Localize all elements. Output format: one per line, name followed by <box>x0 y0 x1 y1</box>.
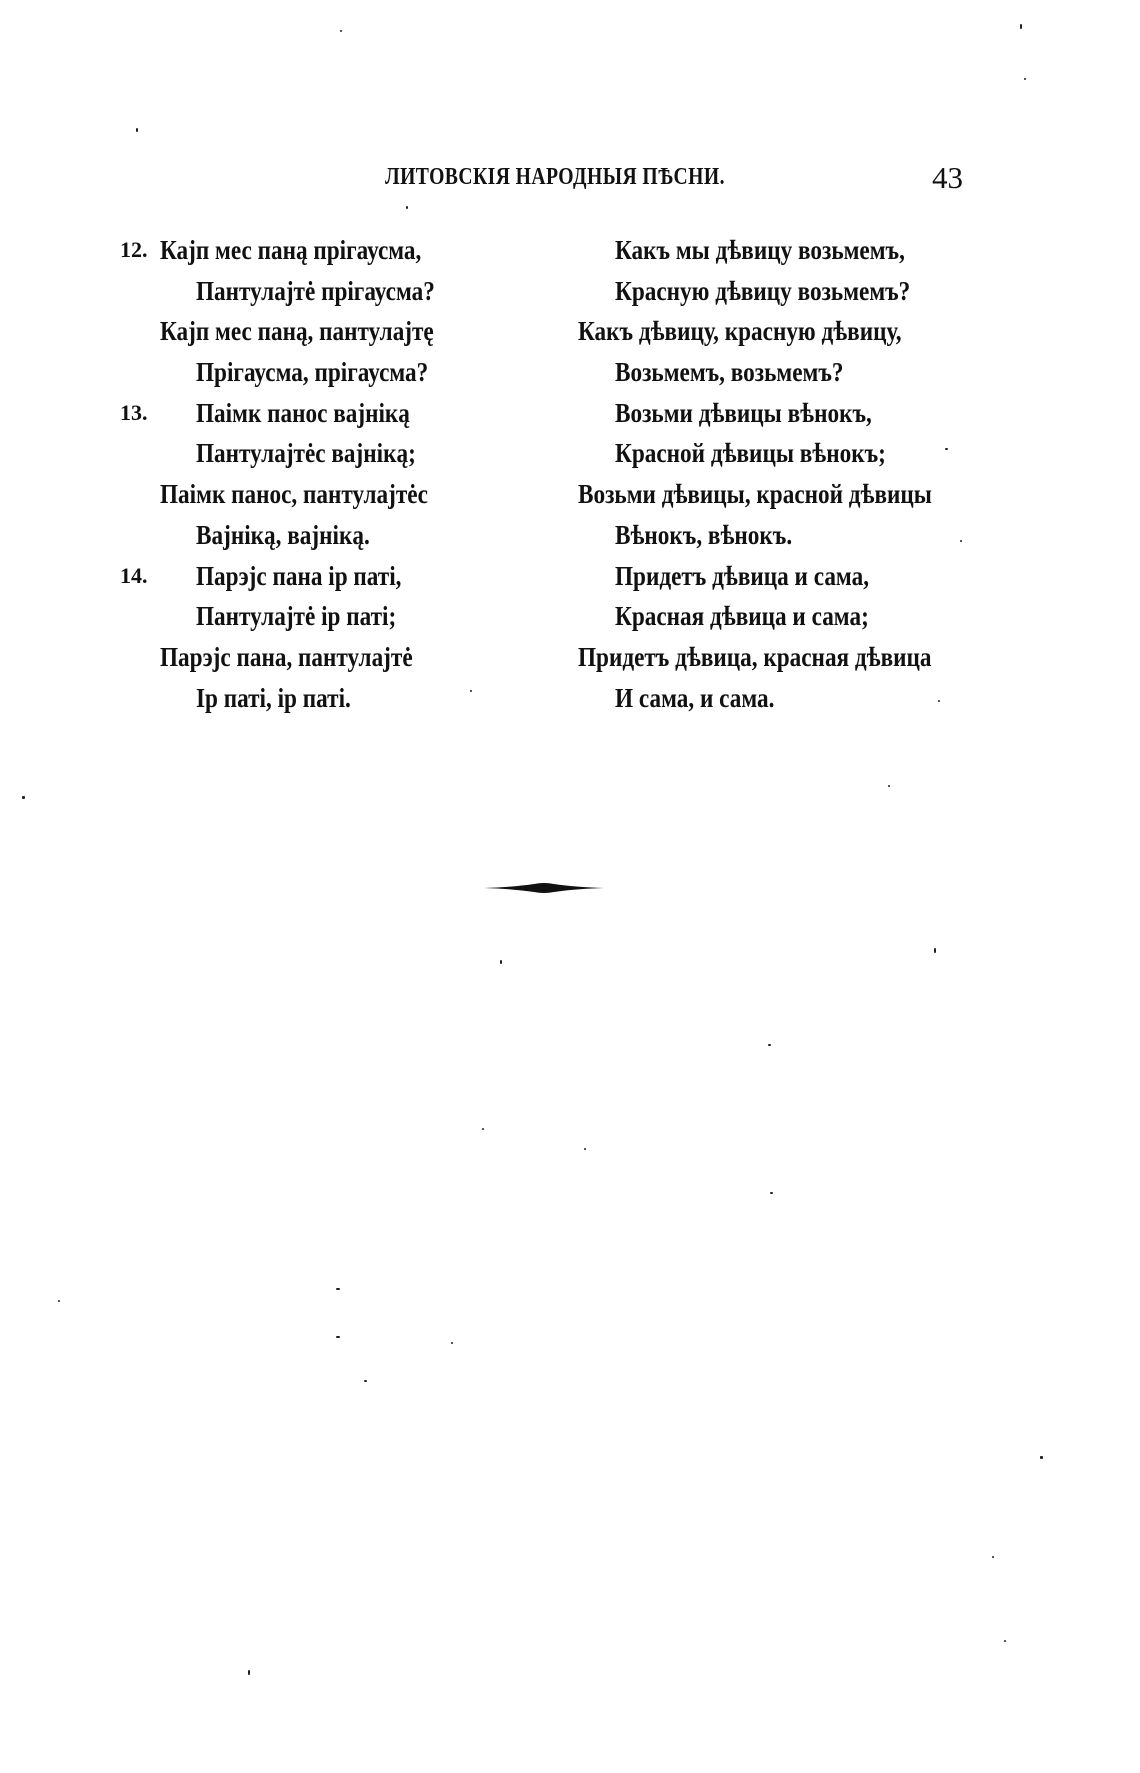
verse-text: Возьми дѣвицы вѣнокъ, <box>615 397 872 428</box>
scan-speck <box>770 1192 773 1194</box>
verse-text: Пантулајтė прiгаусма? <box>196 275 435 306</box>
verse-text: Придетъ дѣвица, красная дѣвица <box>578 641 932 672</box>
russian-translation-column <box>578 230 1048 718</box>
scan-speck <box>888 785 890 787</box>
verse-text: Вѣнокъ, вѣнокъ. <box>615 519 793 550</box>
scan-speck <box>1020 24 1022 29</box>
verse-text: Прiгаусма, прiгаусма? <box>196 357 429 388</box>
verse-number: 12. <box>120 237 148 262</box>
scan-speck <box>500 960 502 964</box>
scan-speck <box>248 1670 250 1675</box>
scan-speck <box>584 1148 586 1150</box>
scan-speck <box>340 30 342 32</box>
verse-number: 13. <box>120 399 148 425</box>
verse-line <box>120 678 590 719</box>
verse-line <box>120 474 590 515</box>
verse-text: Пантулајтėс вајнiкą; <box>196 438 416 469</box>
verse-line <box>578 556 1048 597</box>
verse-line <box>120 596 590 637</box>
verse-line <box>578 678 1048 719</box>
scan-speck <box>938 700 940 702</box>
verse-line <box>120 230 590 271</box>
verse-text: Какъ мы дѣвицу возьмемъ, <box>615 235 905 265</box>
scan-speck <box>22 796 25 799</box>
verse-line <box>578 596 1048 637</box>
verse-text: Парэјс пана, пантулајтė <box>160 641 413 672</box>
verse-text: Пантулајтė iр патi; <box>196 601 397 632</box>
verse-line <box>120 311 590 352</box>
verse-text: Парэјс пана iр патi, <box>196 560 402 591</box>
scan-speck <box>482 1128 484 1130</box>
scan-speck <box>336 1336 340 1338</box>
verse-line <box>578 271 1048 312</box>
verse-text: Возьми дѣвицы, красной дѣвицы <box>578 479 932 510</box>
page-number: 43 <box>932 160 963 195</box>
scan-speck <box>960 540 962 542</box>
scan-speck <box>451 1342 453 1344</box>
end-ornament <box>484 881 604 895</box>
scan-speck <box>58 1300 60 1302</box>
verse-text: Красной дѣвицы вѣнокъ; <box>615 438 886 469</box>
page-header <box>0 160 1140 204</box>
verse-line <box>120 515 590 556</box>
verse-line <box>120 393 590 434</box>
verse-line <box>578 515 1048 556</box>
scan-speck <box>364 1380 367 1382</box>
verse-line <box>578 474 1048 515</box>
verse-line <box>120 271 590 312</box>
verse-text: Возьмемъ, возьмемъ? <box>615 357 844 388</box>
verse-line <box>578 311 1048 352</box>
verse-text: Придетъ дѣвица и сама, <box>615 560 870 591</box>
scan-speck <box>1024 78 1026 80</box>
verse-text: Паiмк панос, пантулајтėс <box>160 479 428 510</box>
running-title: ЛИТОВСКІЯ НАРОДНЫЯ ПѢСНИ. <box>385 164 725 190</box>
scan-speck <box>992 1556 994 1558</box>
verse-line <box>578 393 1048 434</box>
lithuanian-text-column <box>120 230 590 718</box>
scan-speck <box>768 1044 771 1046</box>
scan-speck <box>336 1288 340 1290</box>
scan-speck <box>945 448 948 450</box>
verse-text: Паiмк панос вајнiкą <box>196 397 410 428</box>
verse-text: Красную дѣвицу возьмемъ? <box>615 275 911 306</box>
verse-text: Какъ дѣвицу, красную дѣвицу, <box>578 316 902 347</box>
scan-speck <box>934 948 936 953</box>
verse-text: Iр патi, iр патi. <box>196 682 351 713</box>
verse-text: Вајнiкą, вајнiкą. <box>196 519 370 550</box>
verse-line <box>120 352 590 393</box>
scan-speck <box>1040 1456 1043 1459</box>
verse-text: Кајп мес пaнą прiгаусма, <box>160 235 422 265</box>
scan-speck <box>406 206 408 209</box>
scan-speck <box>470 690 472 692</box>
verse-line <box>578 230 1048 271</box>
scan-speck <box>136 128 138 132</box>
verse-line <box>120 433 590 474</box>
verse-line <box>578 352 1048 393</box>
verse-line <box>578 433 1048 474</box>
verse-number: 14. <box>120 562 148 588</box>
verse-text: Кајп мес пaнą, пантулајтę <box>160 316 434 347</box>
scan-speck <box>1004 1640 1006 1642</box>
verse-line <box>578 637 1048 678</box>
verse-text: Красная дѣвица и сама; <box>615 601 869 632</box>
verse-line <box>120 556 590 597</box>
verse-text: И сама, и сама. <box>615 682 775 713</box>
verse-line <box>120 637 590 678</box>
